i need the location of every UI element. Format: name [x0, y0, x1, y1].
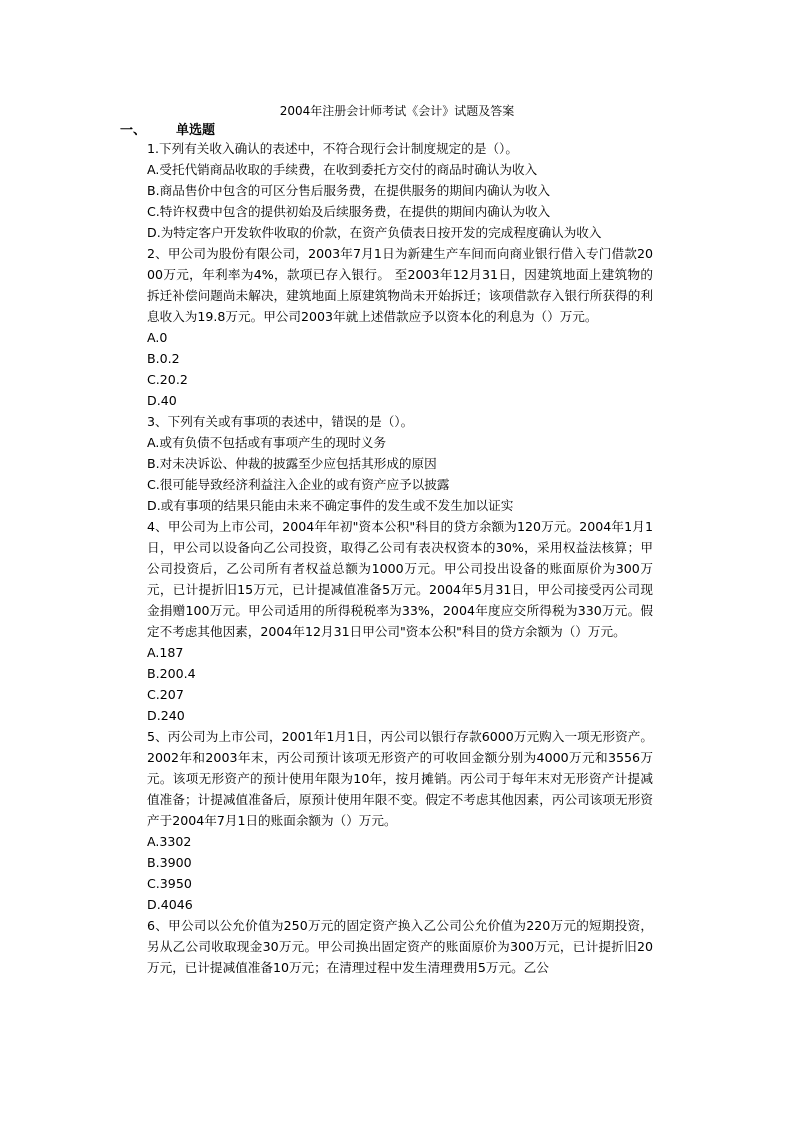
- option-c: C.很可能导致经济利益注入企业的或有资产应予以披露: [147, 477, 450, 492]
- question-stem: 6、甲公司以公允价值为250万元的固定资产换入乙公司公允价值为220万元的短期投资，另从乙公司收取现金30万元。甲公司换出固定资产的账面原价为300万元，已计提折旧20万元，已计提减值准备10万元；在清理过程中发生清理费用5万元。乙公: [147, 918, 653, 975]
- option-a: A.受托代销商品收取的手续费，在收到委托方交付的商品时确认为收入: [147, 162, 538, 177]
- option-b: B.0.2: [147, 351, 180, 366]
- option-a: A.0: [147, 330, 168, 345]
- question-4: [147, 516, 653, 726]
- option-c: C.3950: [147, 876, 192, 891]
- option-b: B.商品售价中包含的可区分售后服务费，在提供服务的期间内确认为收入: [147, 183, 551, 198]
- option-d: D.4046: [147, 897, 193, 912]
- section-label: 单选题: [176, 123, 216, 138]
- option-c: C.特许权费中包含的提供初始及后续服务费，在提供的期间内确认为收入: [147, 204, 551, 219]
- question-list: [147, 138, 653, 978]
- question-stem: 2、甲公司为股份有限公司，2003年7月1日为新建生产车间而向商业银行借入专门借款2000万元，年利率为4%，款项已存入银行。 至2003年12月31日，因建筑地面上建筑物的拆迁补偿问题尚未解决，建筑地面上原建筑物尚未开始拆迁；该项借款存入银行所获得的利息收入为19.8万元。甲公司2003年就上述借款应予以资本化的利息为（）万元。: [147, 246, 653, 324]
- section-number: 一、: [120, 123, 147, 138]
- option-a: A.或有负债不包括或有事项产生的现时义务: [147, 435, 387, 450]
- question-stem: 5、丙公司为上市公司，2001年1月1日，丙公司以银行存款6000万元购入一项无形资产。2002年和2003年末，丙公司预计该项无形资产的可收回金额分别为4000万元和3556万元。该项无形资产的预计使用年限为10年，按月摊销。丙公司于每年末对无形资产计提减值准备；计提减值准备后，原预计使用年限不变。假定不考虑其他因素，丙公司该项无形资产于2004年7月1日的账面余额为（）万元。: [147, 729, 653, 828]
- option-c: C.207: [147, 687, 184, 702]
- question-2: [147, 243, 653, 411]
- option-d: D.或有事项的结果只能由未来不确定事件的发生或不发生加以证实: [147, 498, 514, 513]
- question-stem: 4、甲公司为上市公司，2004年年初"资本公积"科目的贷方余额为120万元。2004年1月1日，甲公司以设备向乙公司投资，取得乙公司有表决权资本的30%，采用权益法核算；甲公司投资后，乙公司所有者权益总额为1000万元。甲公司投出设备的账面原价为300万元，已计提折旧15万元，已计提减值准备5万元。2004年5月31日，甲公司接受丙公司现金捐赠100万元。甲公司适用的所得税税率为33%，2004年度应交所得税为330万元。假定不考虑其他因素，2004年12月31日甲公司"资本公积"科目的贷方余额为（）万元。: [147, 519, 653, 639]
- option-d: D.240: [147, 708, 185, 723]
- option-a: A.3302: [147, 834, 192, 849]
- question-stem: 1.下列有关收入确认的表述中，不符合现行会计制度规定的是（）。: [147, 141, 518, 156]
- document-title: 2004年注册会计师考试《会计》试题及答案: [279, 104, 515, 118]
- option-b: B.200.4: [147, 666, 196, 681]
- option-b: B.3900: [147, 855, 192, 870]
- question-3: [147, 411, 653, 516]
- option-a: A.187: [147, 645, 184, 660]
- option-d: D.40: [147, 393, 177, 408]
- question-6: [147, 915, 653, 978]
- option-b: B.对未决诉讼、仲裁的披露至少应包括其形成的原因: [147, 456, 437, 471]
- question-stem: 3、下列有关或有事项的表述中，错误的是（）。: [147, 414, 414, 429]
- option-c: C.20.2: [147, 372, 188, 387]
- question-5: [147, 726, 653, 915]
- question-1: [147, 138, 653, 243]
- option-d: D.为特定客户开发软件收取的价款，在资产负债表日按开发的完成程度确认为收入: [147, 225, 602, 240]
